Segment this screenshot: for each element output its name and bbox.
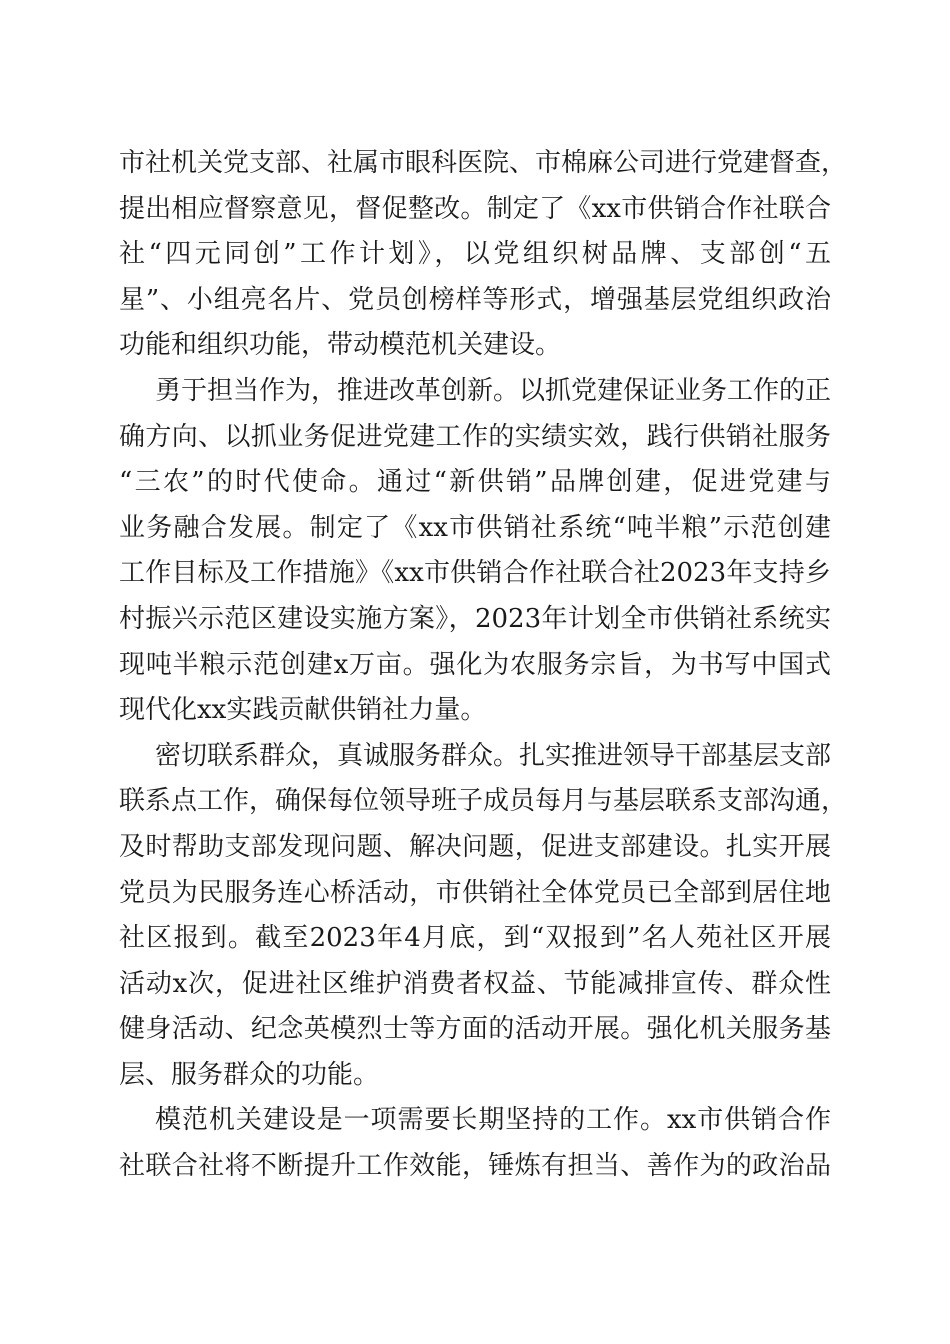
text-line: 工作目标及工作措施》《xx市供销合作社联合社2023年支持乡 (119, 558, 831, 589)
text-line: 层、服务群众的功能。 (119, 1059, 380, 1090)
text-line: 星”、小组亮名片、党员创榜样等形式，增强基层党组织政治 (119, 284, 831, 315)
text-line: 模范机关建设是一项需要长期坚持的工作。xx市供销合作 (155, 1105, 831, 1136)
text-line: 联系点工作，确保每位领导班子成员每月与基层联系支部沟通， (119, 786, 848, 817)
text-line: 村振兴示范区建设实施方案》，2023年计划全市供销社系统实 (119, 603, 831, 634)
paragraph-4 (119, 1098, 831, 1189)
text-line: 社联合社将不断提升工作效能，锤炼有担当、善作为的政治品 (119, 1151, 831, 1182)
paragraph-2 (119, 369, 831, 734)
document-body (119, 141, 848, 1190)
text-line: “三农”的时代使命。通过“新供销”品牌创建，促进党建与 (119, 467, 831, 498)
text-line: 健身活动、纪念英模烈士等方面的活动开展。强化机关服务基 (119, 1014, 831, 1045)
text-line: 现吨半粮示范创建x万亩。强化为农服务宗旨，为书写中国式 (119, 649, 831, 680)
text-line: 活动x次，促进社区维护消费者权益、节能减排宣传、群众性 (119, 968, 831, 999)
text-line: 现代化xx实践贡献供销社力量。 (119, 695, 487, 726)
text-line: 社区报到。截至2023年4月底，到“双报到”名人苑社区开展 (119, 923, 831, 954)
text-line: 密切联系群众，真诚服务群众。扎实推进领导干部基层支部 (155, 740, 832, 771)
text-line: 业务融合发展。制定了《xx市供销社系统“吨半粮”示范创建 (119, 512, 831, 543)
text-line: 勇于担当作为，推进改革创新。以抓党建保证业务工作的正 (155, 375, 832, 406)
text-line: 市社机关党支部、社属市眼科医院、市棉麻公司进行党建督查， (119, 148, 848, 178)
text-line: 提出相应督察意见，督促整改。制定了《xx市供销合作社联合 (119, 193, 831, 224)
text-line: 党员为民服务连心桥活动，市供销社全体党员已全部到居住地 (119, 877, 831, 908)
text-line: 社“四元同创”工作计划》，以党组织树品牌、支部创“五 (119, 239, 831, 270)
text-line: 功能和组织功能，带动模范机关建设。 (119, 330, 562, 361)
text-line: 确方向、以抓业务促进党建工作的实绩实效，践行供销社服务 (119, 421, 831, 452)
paragraph-3 (119, 734, 848, 1099)
text-line: 及时帮助支部发现问题、解决问题，促进支部建设。扎实开展 (119, 831, 831, 862)
paragraph-1 (119, 141, 848, 369)
